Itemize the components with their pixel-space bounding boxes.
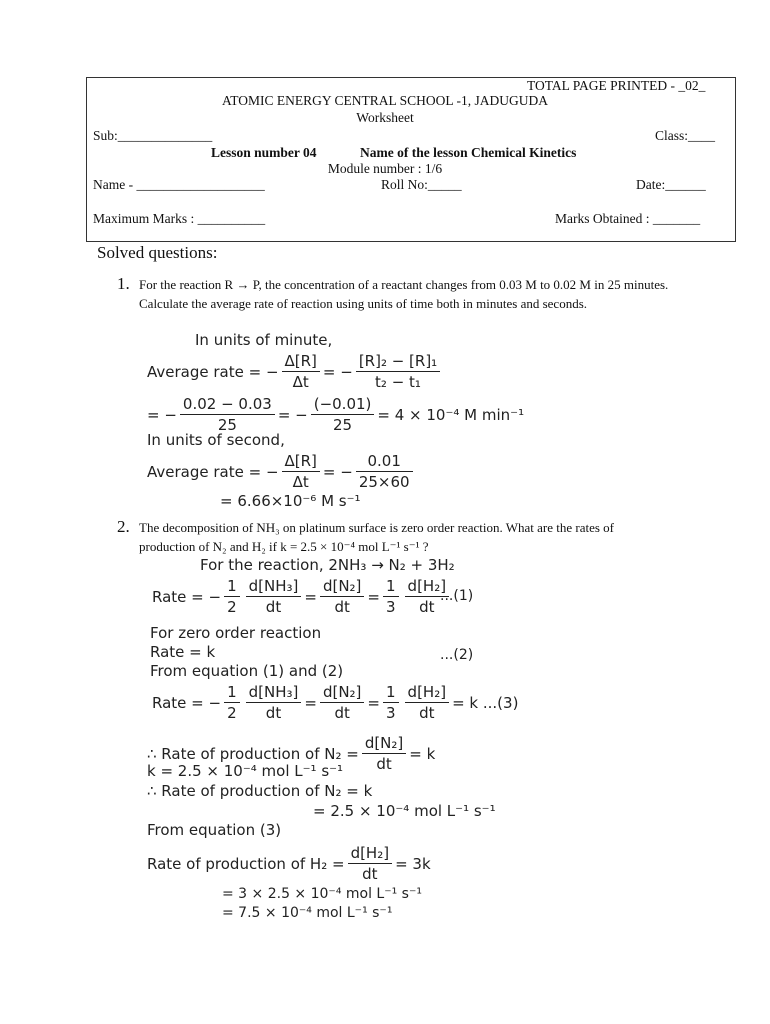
fraction-dn2-dt (362, 733, 406, 774)
equals: = (367, 587, 380, 606)
q2-h2-value: = 7.5 × 10⁻⁴ mol L⁻¹ s⁻¹ (222, 905, 393, 921)
equals-minus: = − (277, 405, 308, 424)
date-field: Date:______ (636, 177, 706, 192)
q2-zero-order-label: For zero order reaction (150, 624, 322, 642)
prod-n2-label: ∴ Rate of production of N₂ = (147, 744, 359, 763)
fraction-dnh3-dt (246, 576, 302, 617)
denominator: 2 (227, 598, 237, 616)
doc-type: Worksheet (356, 110, 414, 125)
roll-no-field: Roll No:_____ (381, 177, 462, 192)
q1-text: For the reaction R → P, the concentration of a reactant changes from 0.03 M to 0.02 M in 25 minutes. Calculate the average rate of reaction using units of time both in minutes and seconds. (139, 277, 669, 311)
fraction-dnh3-dt (246, 682, 302, 723)
equals-k-tag-3: = k ...(3) (452, 693, 519, 712)
equals: = (304, 587, 317, 606)
numerator: 0.01 (356, 451, 413, 472)
denominator: dt (265, 598, 282, 616)
q1-minutes-label: In units of minute, (195, 331, 333, 349)
q1-result-sec: = 6.66×10⁻⁶ M s⁻¹ (220, 492, 361, 510)
fraction-dn2-dt (320, 682, 364, 723)
numerator: d[NH₃] (246, 682, 302, 703)
module-number: Module number : 1/6 (327, 161, 443, 176)
numerator: d[NH₃] (246, 576, 302, 597)
subject-field: Sub:______________ (93, 128, 213, 143)
denominator: Δt (292, 373, 309, 391)
numerator: d[N₂] (362, 733, 406, 754)
denominator: dt (334, 598, 350, 616)
numerator: Δ[R] (282, 451, 320, 472)
fraction-b (311, 394, 375, 435)
equation-tag-2: ...(2) (440, 647, 474, 663)
denominator: dt (362, 865, 378, 883)
max-marks-field: Maximum Marks : __________ (93, 211, 266, 226)
q2-h2-calc: = 3 × 2.5 × 10⁻⁴ mol L⁻¹ s⁻¹ (222, 886, 422, 902)
numerator: (−0.01) (311, 394, 375, 415)
result-min: = 4 × 10⁻⁴ M min⁻¹ (377, 405, 525, 424)
avg-rate-label: Average rate = − (147, 362, 279, 381)
q2-from-eq-1-2: From equation (1) and (2) (150, 662, 344, 680)
prod-h2-label: Rate of production of H₂ = (147, 854, 345, 873)
denominator: dt (419, 598, 435, 616)
class-field: Class:____ (655, 128, 716, 143)
equals: = (367, 693, 380, 712)
numerator: Δ[R] (282, 351, 320, 372)
rate-label: Rate = − (152, 587, 222, 606)
fraction-delta-r-dt (282, 451, 320, 492)
q2-prod-n2-value: = 2.5 × 10⁻⁴ mol L⁻¹ s⁻¹ (313, 802, 496, 820)
fraction-one-half (224, 576, 240, 617)
fraction-one-half (224, 682, 240, 723)
equals-k: = k (409, 744, 436, 763)
numerator: 1 (383, 576, 399, 597)
q2-reaction: For the reaction, 2NH₃ → N₂ + 3H₂ (200, 556, 455, 574)
denominator: dt (419, 704, 435, 722)
fraction-dh2-dt (405, 682, 450, 723)
fraction-dn2-dt (320, 576, 364, 617)
q2-number: 2. (117, 517, 130, 536)
total-pages: TOTAL PAGE PRINTED - _02_ (527, 78, 706, 93)
denominator: dt (265, 704, 282, 722)
equals-3k: = 3k (395, 854, 431, 873)
avg-rate-label: Average rate = − (147, 462, 279, 481)
name-field: Name - ___________________ (93, 177, 265, 192)
lesson-name: Name of the lesson Chemical Kinetics (360, 145, 577, 160)
denominator: 2 (227, 704, 237, 722)
q2-from-eq-3: From equation (3) (147, 821, 282, 839)
fraction-r2-r1 (356, 351, 440, 392)
fraction-one-third (383, 576, 399, 617)
q2-prod-n2-k: ∴ Rate of production of N₂ = k (147, 782, 373, 800)
q2-prod-h2-equation (147, 843, 431, 884)
equals-minus: = − (147, 405, 177, 424)
q2-rate-equation-1 (152, 576, 452, 617)
numerator: d[H₂] (405, 682, 450, 703)
denominator: Δt (292, 473, 309, 491)
q1-avg-rate-sec-equation (147, 451, 416, 492)
fraction-a (180, 394, 275, 435)
denominator: 25 (217, 416, 237, 434)
q1-number: 1. (117, 274, 130, 293)
q1-avg-rate-min-equation (147, 351, 443, 392)
numerator: d[H₂] (405, 576, 450, 597)
fraction-one-third (383, 682, 399, 723)
fraction-c (356, 451, 413, 492)
numerator: d[N₂] (320, 682, 364, 703)
numerator: d[H₂] (348, 843, 393, 864)
denominator: t₂ − t₁ (375, 373, 421, 391)
denominator: 3 (386, 704, 396, 722)
school-name: ATOMIC ENERGY CENTRAL SCHOOL -1, JADUGUDA (222, 93, 548, 108)
q2-k-value: k = 2.5 × 10⁻⁴ mol L⁻¹ s⁻¹ (147, 762, 344, 780)
equals-minus: = − (322, 362, 353, 381)
q1-calc-min-equation (147, 394, 524, 435)
denominator: 25 (333, 416, 353, 434)
numerator: 1 (224, 576, 240, 597)
denominator: dt (334, 704, 350, 722)
q2-rate-equation-3 (152, 682, 518, 723)
rate-label: Rate = − (152, 693, 222, 712)
numerator: 1 (383, 682, 399, 703)
equals: = (304, 693, 317, 712)
section-title: Solved questions: (97, 243, 218, 262)
q2-rate-k: Rate = k (150, 643, 216, 661)
numerator: [R]₂ − [R]₁ (356, 351, 440, 372)
q2-text: The decomposition of NH₃ on platinum surface is zero order reaction. What are the rates of production of N₂ and H₂ if k = 2.5 × 10⁻⁴ mol L⁻¹ s⁻¹ ? (139, 520, 615, 554)
equation-tag-1: ...(1) (440, 588, 474, 604)
denominator: 3 (386, 598, 396, 616)
fraction-delta-r-dt (282, 351, 320, 392)
q1-seconds-label: In units of second, (147, 431, 285, 449)
denominator: dt (376, 755, 392, 773)
numerator: d[N₂] (320, 576, 364, 597)
numerator: 0.02 − 0.03 (180, 394, 275, 415)
denominator: 25×60 (358, 473, 410, 491)
equals-minus: = − (322, 462, 353, 481)
lesson-number: Lesson number 04 (211, 145, 317, 160)
fraction-dh2-dt (348, 843, 393, 884)
numerator: 1 (224, 682, 240, 703)
marks-obtained-field: Marks Obtained : _______ (555, 211, 701, 226)
